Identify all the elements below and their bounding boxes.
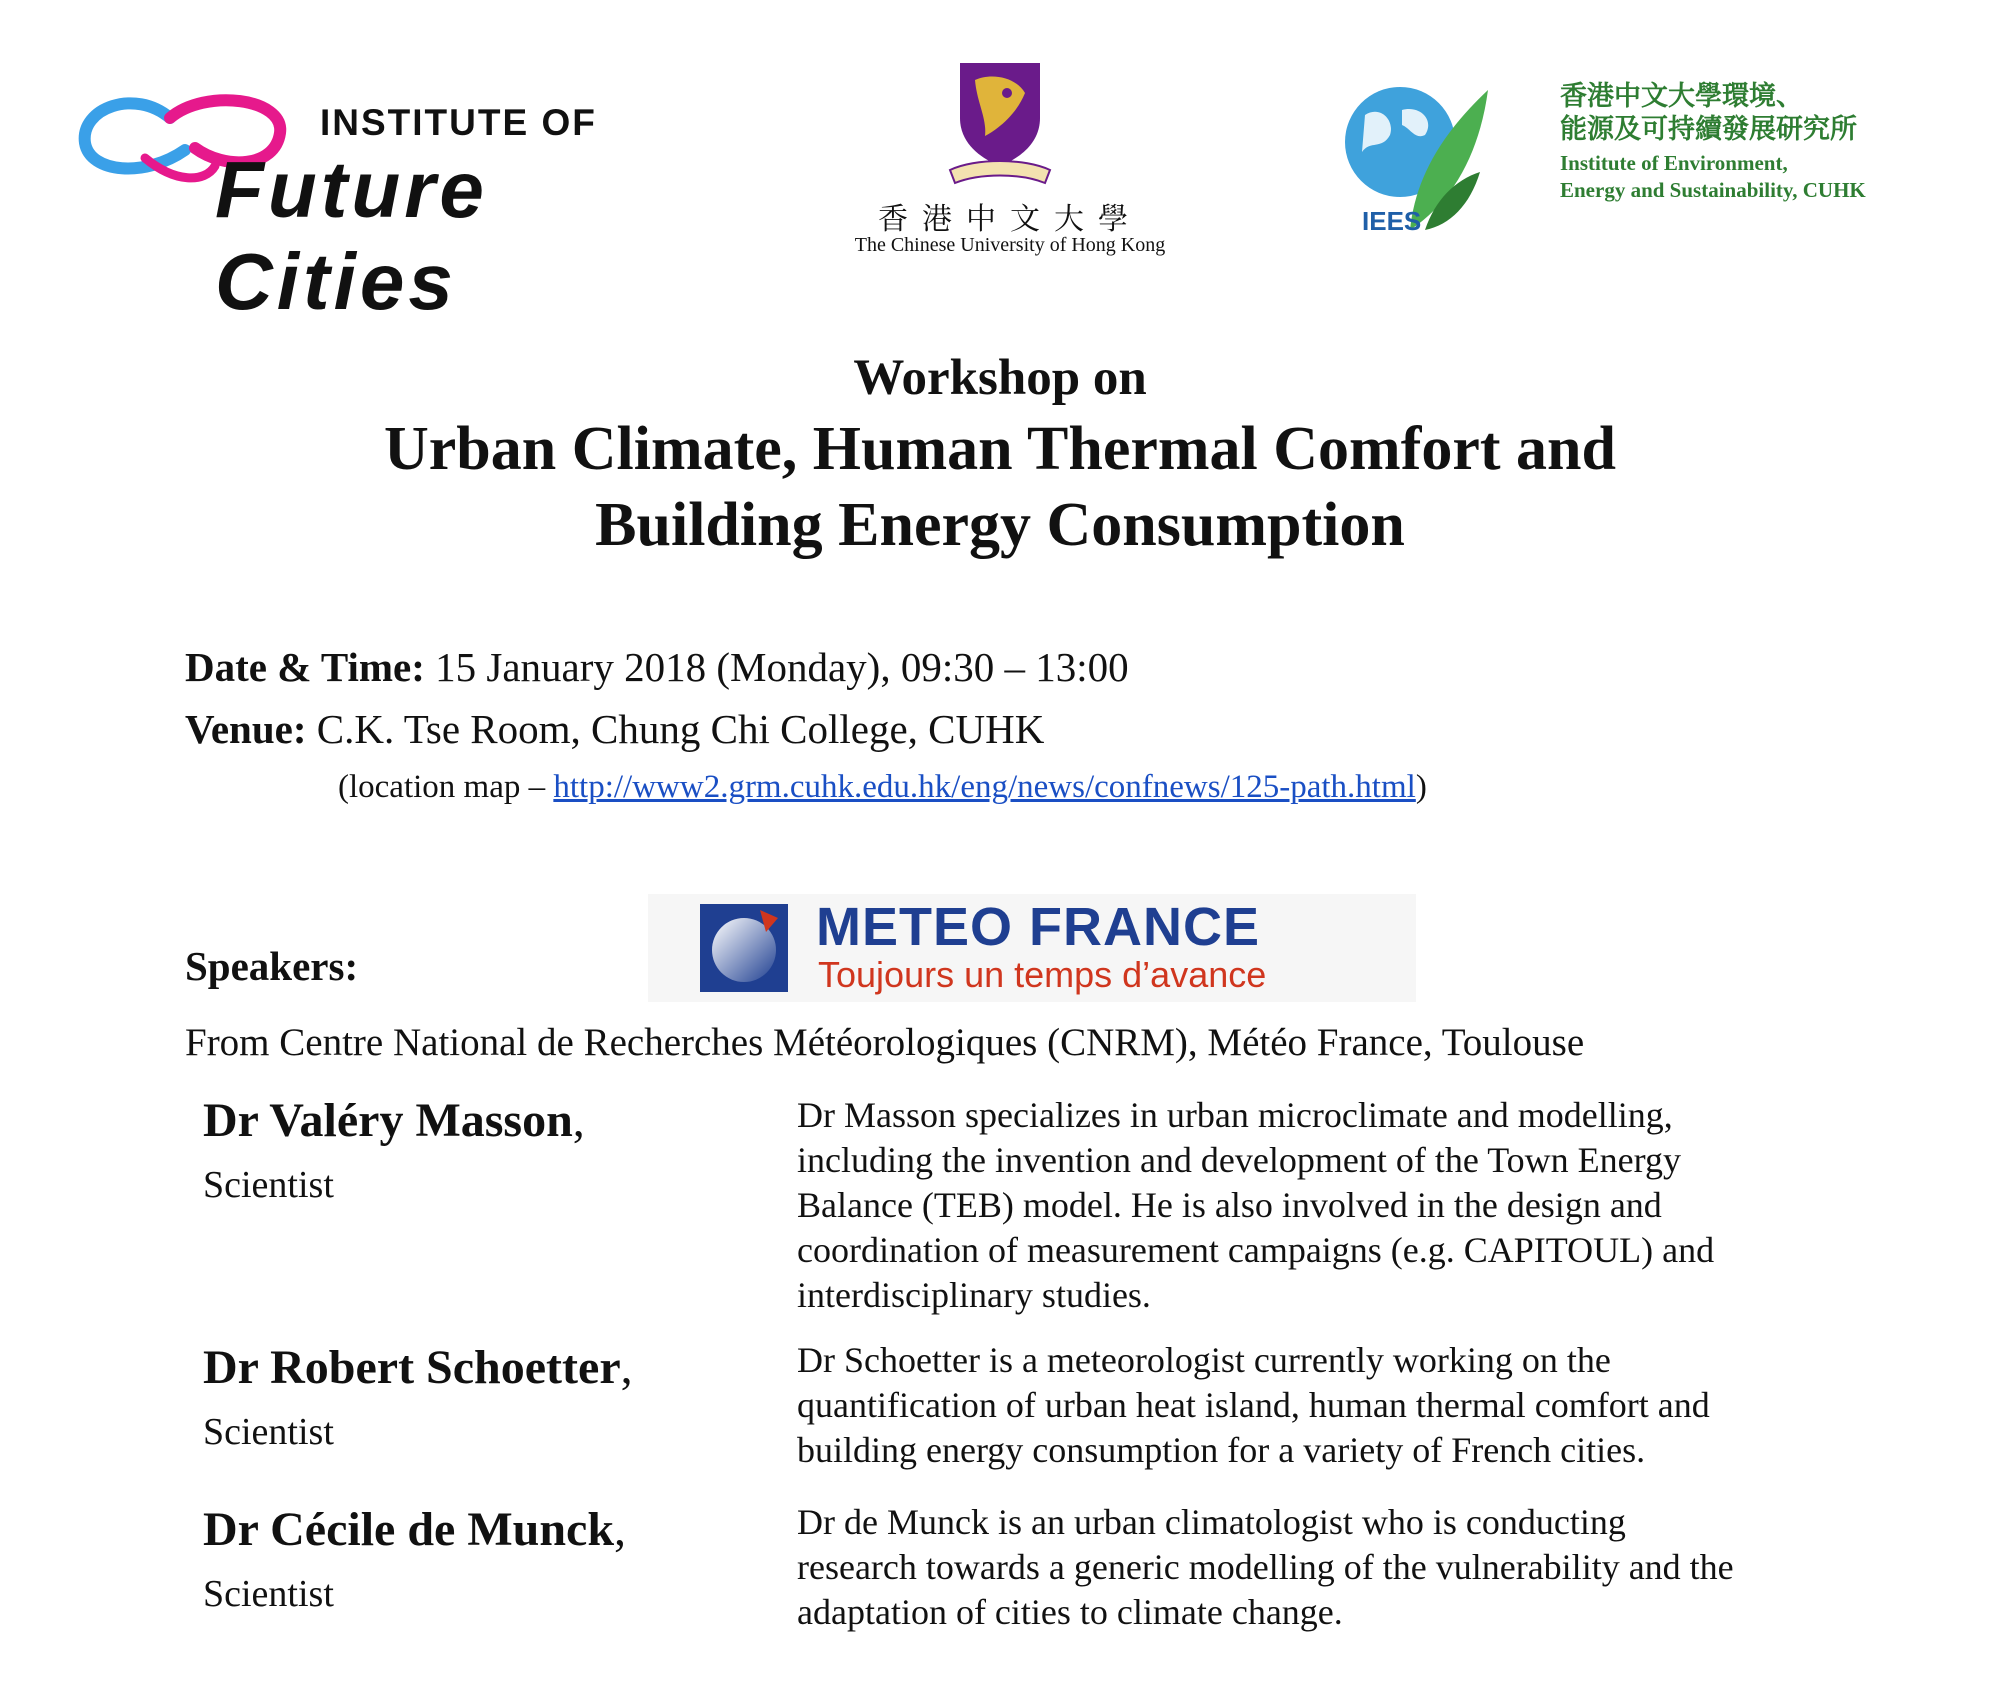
ifc-logo-line1: INSTITUTE OF [320, 102, 597, 143]
bio-line: quantification of urban heat island, human thermal comfort and [797, 1385, 1710, 1425]
meteo-france-logo [648, 894, 1416, 1002]
iees-mark-text: IEES [1362, 206, 1422, 236]
iees-name-english-line1: Institute of Environment, [1560, 151, 1788, 175]
bio-line: interdisciplinary studies. [797, 1275, 1151, 1315]
ifc-logo-line2: Future Cities [215, 145, 488, 326]
speaker-bio [797, 1338, 1907, 1473]
speaker-role: Scientist [203, 1164, 334, 1206]
title-line-1: Urban Climate, Human Thermal Comfort and [384, 415, 1616, 483]
workshop-title [0, 345, 2000, 563]
cuhk-name-chinese: 香港中文大學 [878, 203, 1142, 236]
date-time-label: Date & Time: [185, 644, 425, 690]
bio-line: Dr Masson specializes in urban microclimate and modelling, [797, 1095, 1673, 1135]
title-prefix: Workshop on [853, 350, 1147, 406]
speaker-role: Scientist [203, 1411, 334, 1453]
date-time-value: 15 January 2018 (Monday), 09:30 – 13:00 [424, 644, 1129, 690]
location-map-link[interactable]: http://www2.grm.cuhk.edu.hk/eng/news/confnews/125-path.html [553, 769, 1416, 805]
speaker-bio [797, 1500, 1907, 1635]
venue-value: C.K. Tse Room, Chung Chi College, CUHK [306, 706, 1045, 752]
speaker-role: Scientist [203, 1573, 334, 1615]
location-map-line [338, 767, 1427, 807]
iees-name-chinese-line1: 香港中文大學環境、 [1560, 81, 1803, 111]
iees-name-chinese-line2: 能源及可持續發展研究所 [1560, 114, 1857, 144]
date-time-line [185, 642, 1129, 692]
affiliation-line: From Centre National de Recherches Météorologiques (CNRM), Météo France, Toulouse [185, 1021, 1585, 1064]
speaker-name: Dr Valéry Masson, [203, 1094, 585, 1147]
venue-label: Venue: [185, 706, 307, 752]
bio-line: including the invention and development of the Town Energy [797, 1140, 1681, 1180]
iees-name-english-line2: Energy and Sustainability, CUHK [1560, 178, 1866, 202]
bio-line: adaptation of cities to climate change. [797, 1592, 1343, 1632]
speaker-name: Dr Robert Schoetter, [203, 1341, 633, 1394]
bio-line: coordination of measurement campaigns (e.g. CAPITOUL) and [797, 1230, 1715, 1270]
title-line-2: Building Energy Consumption [595, 491, 1405, 559]
bio-line: Dr de Munck is an urban climatologist who is conducting [797, 1502, 1626, 1542]
meteo-france-mark-icon [700, 904, 788, 992]
location-map-suffix: ) [1415, 769, 1427, 805]
iees-name-chinese [1560, 80, 1857, 146]
cuhk-crest-icon [945, 58, 1055, 193]
iees-logo [1340, 80, 1980, 250]
meteo-france-tagline: Toujours un temps d’avance [818, 954, 1267, 995]
cuhk-logo [825, 58, 1195, 258]
speakers-heading: Speakers: [185, 943, 359, 989]
venue-line [185, 704, 1044, 754]
bio-line: Dr Schoetter is a meteorologist currently working on the [797, 1340, 1611, 1380]
speaker-bio [797, 1093, 1907, 1318]
location-map-prefix: (location map – [338, 769, 554, 805]
bio-line: Balance (TEB) model. He is also involved in the design and [797, 1185, 1662, 1225]
globe-leaf-icon [1340, 80, 1490, 240]
speaker-name: Dr Cécile de Munck, [203, 1503, 627, 1556]
meteo-france-title: METEO FRANCE [816, 897, 1260, 957]
bio-line: research towards a generic modelling of the vulnerability and the [797, 1547, 1734, 1587]
iees-name-english [1560, 150, 1866, 204]
cuhk-name-english: The Chinese University of Hong Kong [854, 234, 1166, 256]
bio-line: building energy consumption for a variety of French cities. [797, 1430, 1646, 1470]
ifc-logo [75, 88, 715, 326]
